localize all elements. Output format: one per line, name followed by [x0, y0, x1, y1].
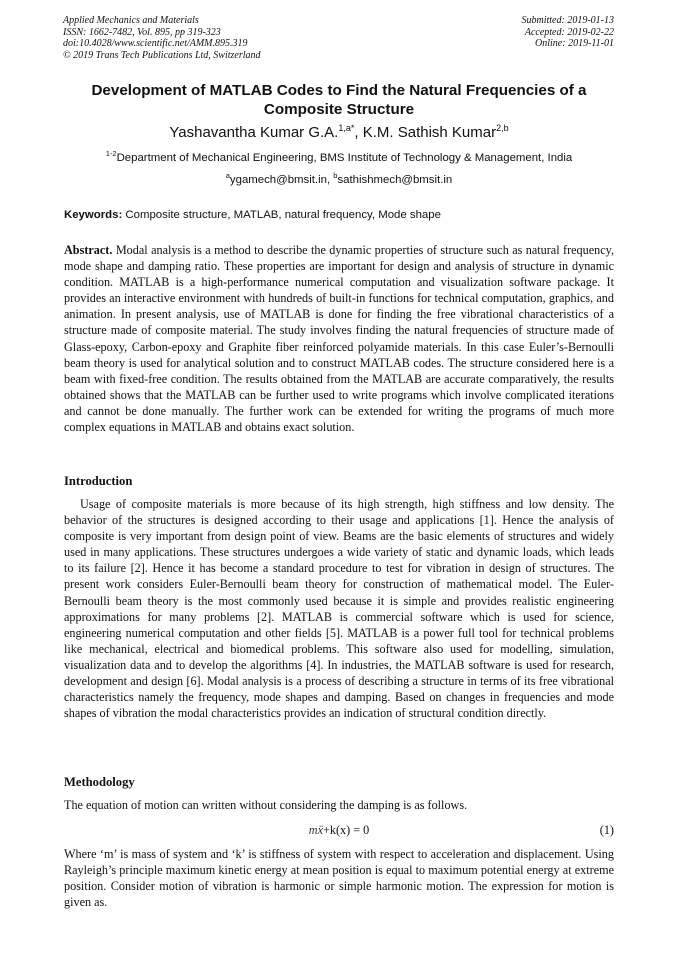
affiliation-text: Department of Mechanical Engineering, BMS Institute of Technology & Management, India	[116, 152, 573, 164]
abstract-text: Modal analysis is a method to describe the dynamic properties of structure such as natural frequency, mode shape and damping ratio. These properties are important for design and analysis of structure in dynamic condition. MATLAB is a high-performance numerical computation and visualization software package. It provides an interactive environment with hundreds of built-in functions for technical computation, graphics, and animation. In present analysis, use of MATLAB is done for finding the free vibrational characteristics of a structure made of composite material. The study involves finding the natural frequencies of structure made of Glass-epoxy, Carbon-epoxy and Graphite fiber reinforced polyamide materials. In this case Euler’s-Bernoulli beam theory is used for analytical solution and to construct MATLAB codes. The structure considered here is a beam with fixed-free condition. The results obtained from the MATLAB are accurate comparatively, the results obtained shows that the MATLAB can be further used to write programs which involve complicated iterations and cannot be done manually. The further work can be extended for writing the programs of much more complex equations in MATLAB and obtains exact solution.	[64, 243, 614, 435]
equation-rest: +k(x) = 0	[322, 823, 370, 837]
author-1-sup: 1,a*	[338, 123, 355, 133]
email-b[interactable]: sathishmech@bmsit.in	[337, 174, 453, 186]
author-line	[64, 124, 614, 142]
author-1-name: Yashavantha Kumar G.A.	[169, 124, 339, 141]
copyright-line: © 2019 Trans Tech Publications Ltd, Switzerland	[63, 49, 261, 61]
accepted-date: Accepted: 2019-02-22	[524, 26, 614, 38]
issn-line: ISSN: 1662-7482, Vol. 895, pp 319-323	[63, 26, 221, 38]
equation-1	[64, 822, 614, 838]
abstract-label: Abstract.	[64, 243, 113, 257]
email-a[interactable]: ygamech@bmsit.in	[229, 174, 327, 186]
doi-line[interactable]: doi:10.4028/www.scientific.net/AMM.895.319	[63, 38, 248, 49]
abstract	[64, 242, 614, 435]
keywords-label: Keywords:	[64, 209, 123, 221]
equation-body	[64, 822, 614, 838]
introduction-heading: Introduction	[64, 474, 133, 488]
keywords	[64, 208, 614, 222]
equation-number: (1)	[599, 823, 614, 837]
online-date: Online: 2019-11-01	[535, 38, 614, 49]
paper-title: Development of MATLAB Codes to Find the Natural Frequencies of a Composite Structure	[91, 82, 587, 118]
email-separator: ,	[326, 174, 334, 186]
affiliation	[64, 151, 614, 165]
email-line	[64, 173, 614, 187]
journal-info	[63, 15, 261, 61]
equation-lhs: mẍ	[308, 823, 323, 837]
methodology-text: Where ‘m’ is mass of system and ‘k’ is stiffness of system with respect to acceleration and displacement. Using Rayleigh’s principle maximum kinetic energy at mean position is equal to maximum potential energy at extreme position. Consider motion of vibration is harmonic or simple harmonic motion. The expression for motion is given as.	[64, 847, 614, 910]
author-separator: ,	[354, 124, 363, 141]
author-2-sup: 2,b	[496, 123, 509, 133]
submission-dates	[522, 15, 615, 50]
email-b-sup: b	[333, 171, 338, 181]
submitted-date: Submitted: 2019-01-13	[521, 15, 614, 26]
journal-name: Applied Mechanics and Materials	[63, 15, 199, 26]
affiliation-sup: 1-2	[105, 149, 117, 159]
introduction-text: Usage of composite materials is more because of its high strength, high stiffness and low density. The behavior of the structures is designed according to their usage and applications [1]. Hence the analysis of composite is very important from design point of view. Beams are the basic elements of structures and widely used in many applications. These structures undergoes a wide variety of static and dynamic loads, which leads to its failure [2]. Hence it has become a standard procedure to test for vibration in design of structures. The present work considers Euler-Bernoulli beam theory for construction of mathematical model. The Euler-Bernoulli beam theory is the most commonly used because it is simple and provides realistic engineering approximations for many problems [2]. MATLAB is commercial software which is used for science, engineering numerical computation and other fields [5]. MATLAB is a power full tool for technical problems like mechanical, electrical and biomedical problems. This software also used for modelling, simulation, visualization data and to develop the algorithms [4]. In industries, the MATLAB software is used for research, development and design [6]. Modal analysis is a process of describing a structure in terms of its free vibrational characteristics namely the frequency, mode shapes and damping. Based on changes in frequencies and mode shapes of vibration the modal characteristics provides an indication of structural condition directly.	[64, 497, 614, 721]
author-2-name: K.M. Sathish Kumar	[362, 124, 497, 141]
methodology-intro: The equation of motion can written without considering the damping is as follows.	[64, 798, 468, 812]
email-a-sup: a	[225, 171, 230, 181]
methodology-heading: Methodology	[64, 775, 135, 789]
keywords-text: Composite structure, MATLAB, natural frequency, Mode shape	[125, 209, 441, 221]
